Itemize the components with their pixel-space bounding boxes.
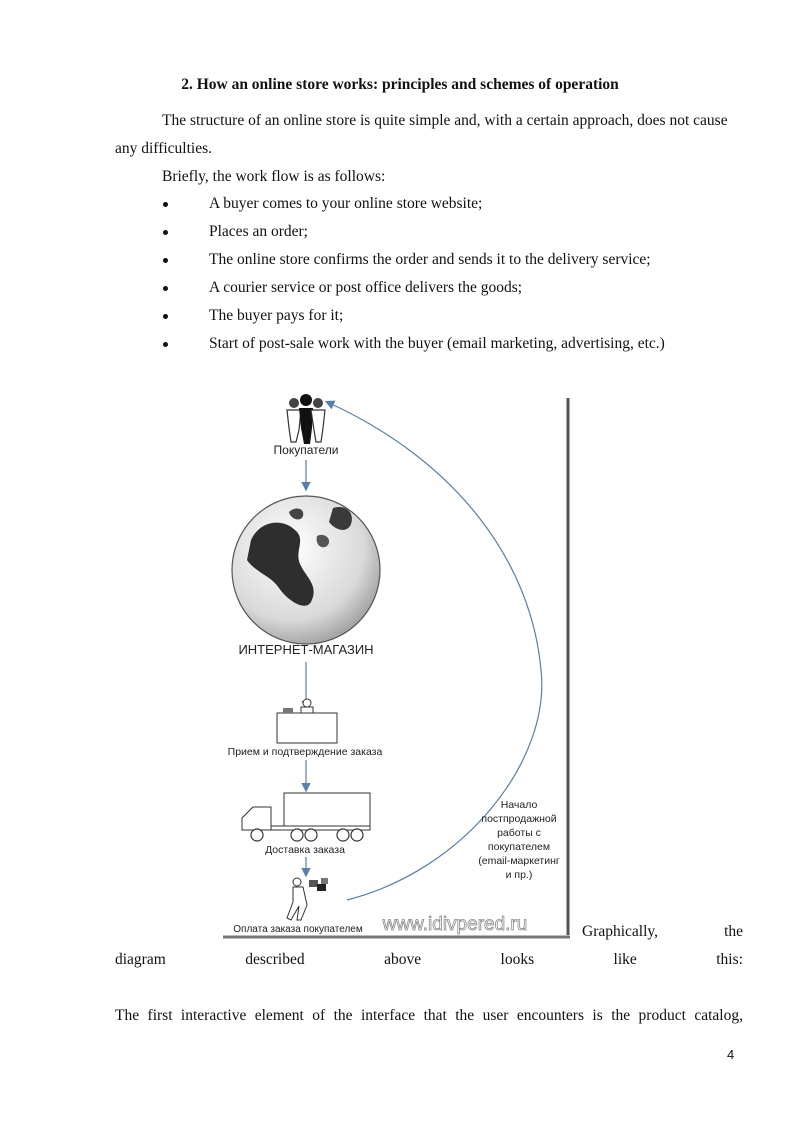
graphically-line: Graphically, the: [582, 923, 743, 940]
list-item: A buyer comes to your online store website;: [115, 190, 665, 218]
bullet-icon: [163, 230, 168, 235]
svg-text:Начало: Начало: [500, 799, 538, 811]
intro-paragraph: The structure of an online store is quite simple and, with a certain approach, does not cause any difficulties.: [115, 112, 728, 157]
diagram-caption-line: diagram described above looks like this:: [115, 951, 743, 968]
bullet-icon: [163, 342, 168, 347]
bullet-icon: [163, 286, 168, 291]
online-store-diagram: [215, 390, 585, 950]
courier-icon: [287, 878, 328, 920]
order-label: Прием и подтверждение заказа: [227, 746, 383, 758]
order-desk-icon: [277, 699, 337, 743]
buyers-label: Покупатели: [273, 443, 339, 457]
section-heading: 2. How an online store works: principles and schemes of operation: [181, 76, 619, 93]
svg-text:и пр.): и пр.): [505, 869, 533, 881]
list-item: Places an order;: [115, 218, 665, 246]
globe-icon: [232, 496, 380, 644]
bullet-icon: [163, 258, 168, 263]
catalog-paragraph-line: The first interactive element of the interface that the user encounters is the product catalog,: [115, 1007, 743, 1024]
delivery-label: Доставка заказа: [265, 844, 345, 856]
list-item: The buyer pays for it;: [115, 302, 665, 330]
svg-text:покупателем: покупателем: [487, 841, 551, 853]
svg-text:работы с: работы с: [497, 827, 541, 839]
list-item: Start of post-sale work with the buyer (email marketing, advertising, etc.): [115, 330, 665, 358]
page-number: 4: [727, 1047, 735, 1062]
watermark: www.idivpered.ru: [382, 914, 528, 935]
store-label: ИНТЕРНЕТ-МАГАЗИН: [238, 642, 374, 657]
buyers-icon: [287, 394, 325, 444]
svg-text:(email-маркетинг: (email-маркетинг: [478, 855, 560, 867]
workflow-list: [115, 190, 665, 358]
payment-label: Оплата заказа покупателем: [233, 924, 363, 935]
truck-icon: [242, 793, 370, 841]
workflow-intro: Briefly, the work flow is as follows:: [162, 168, 386, 185]
list-item: A courier service or post office delivers the goods;: [115, 274, 665, 302]
svg-text:постпродажной: постпродажной: [481, 813, 557, 825]
post-sale-note: [478, 799, 560, 881]
bullet-icon: [163, 314, 168, 319]
list-item: The online store confirms the order and sends it to the delivery service;: [115, 246, 665, 274]
bullet-icon: [163, 202, 168, 207]
